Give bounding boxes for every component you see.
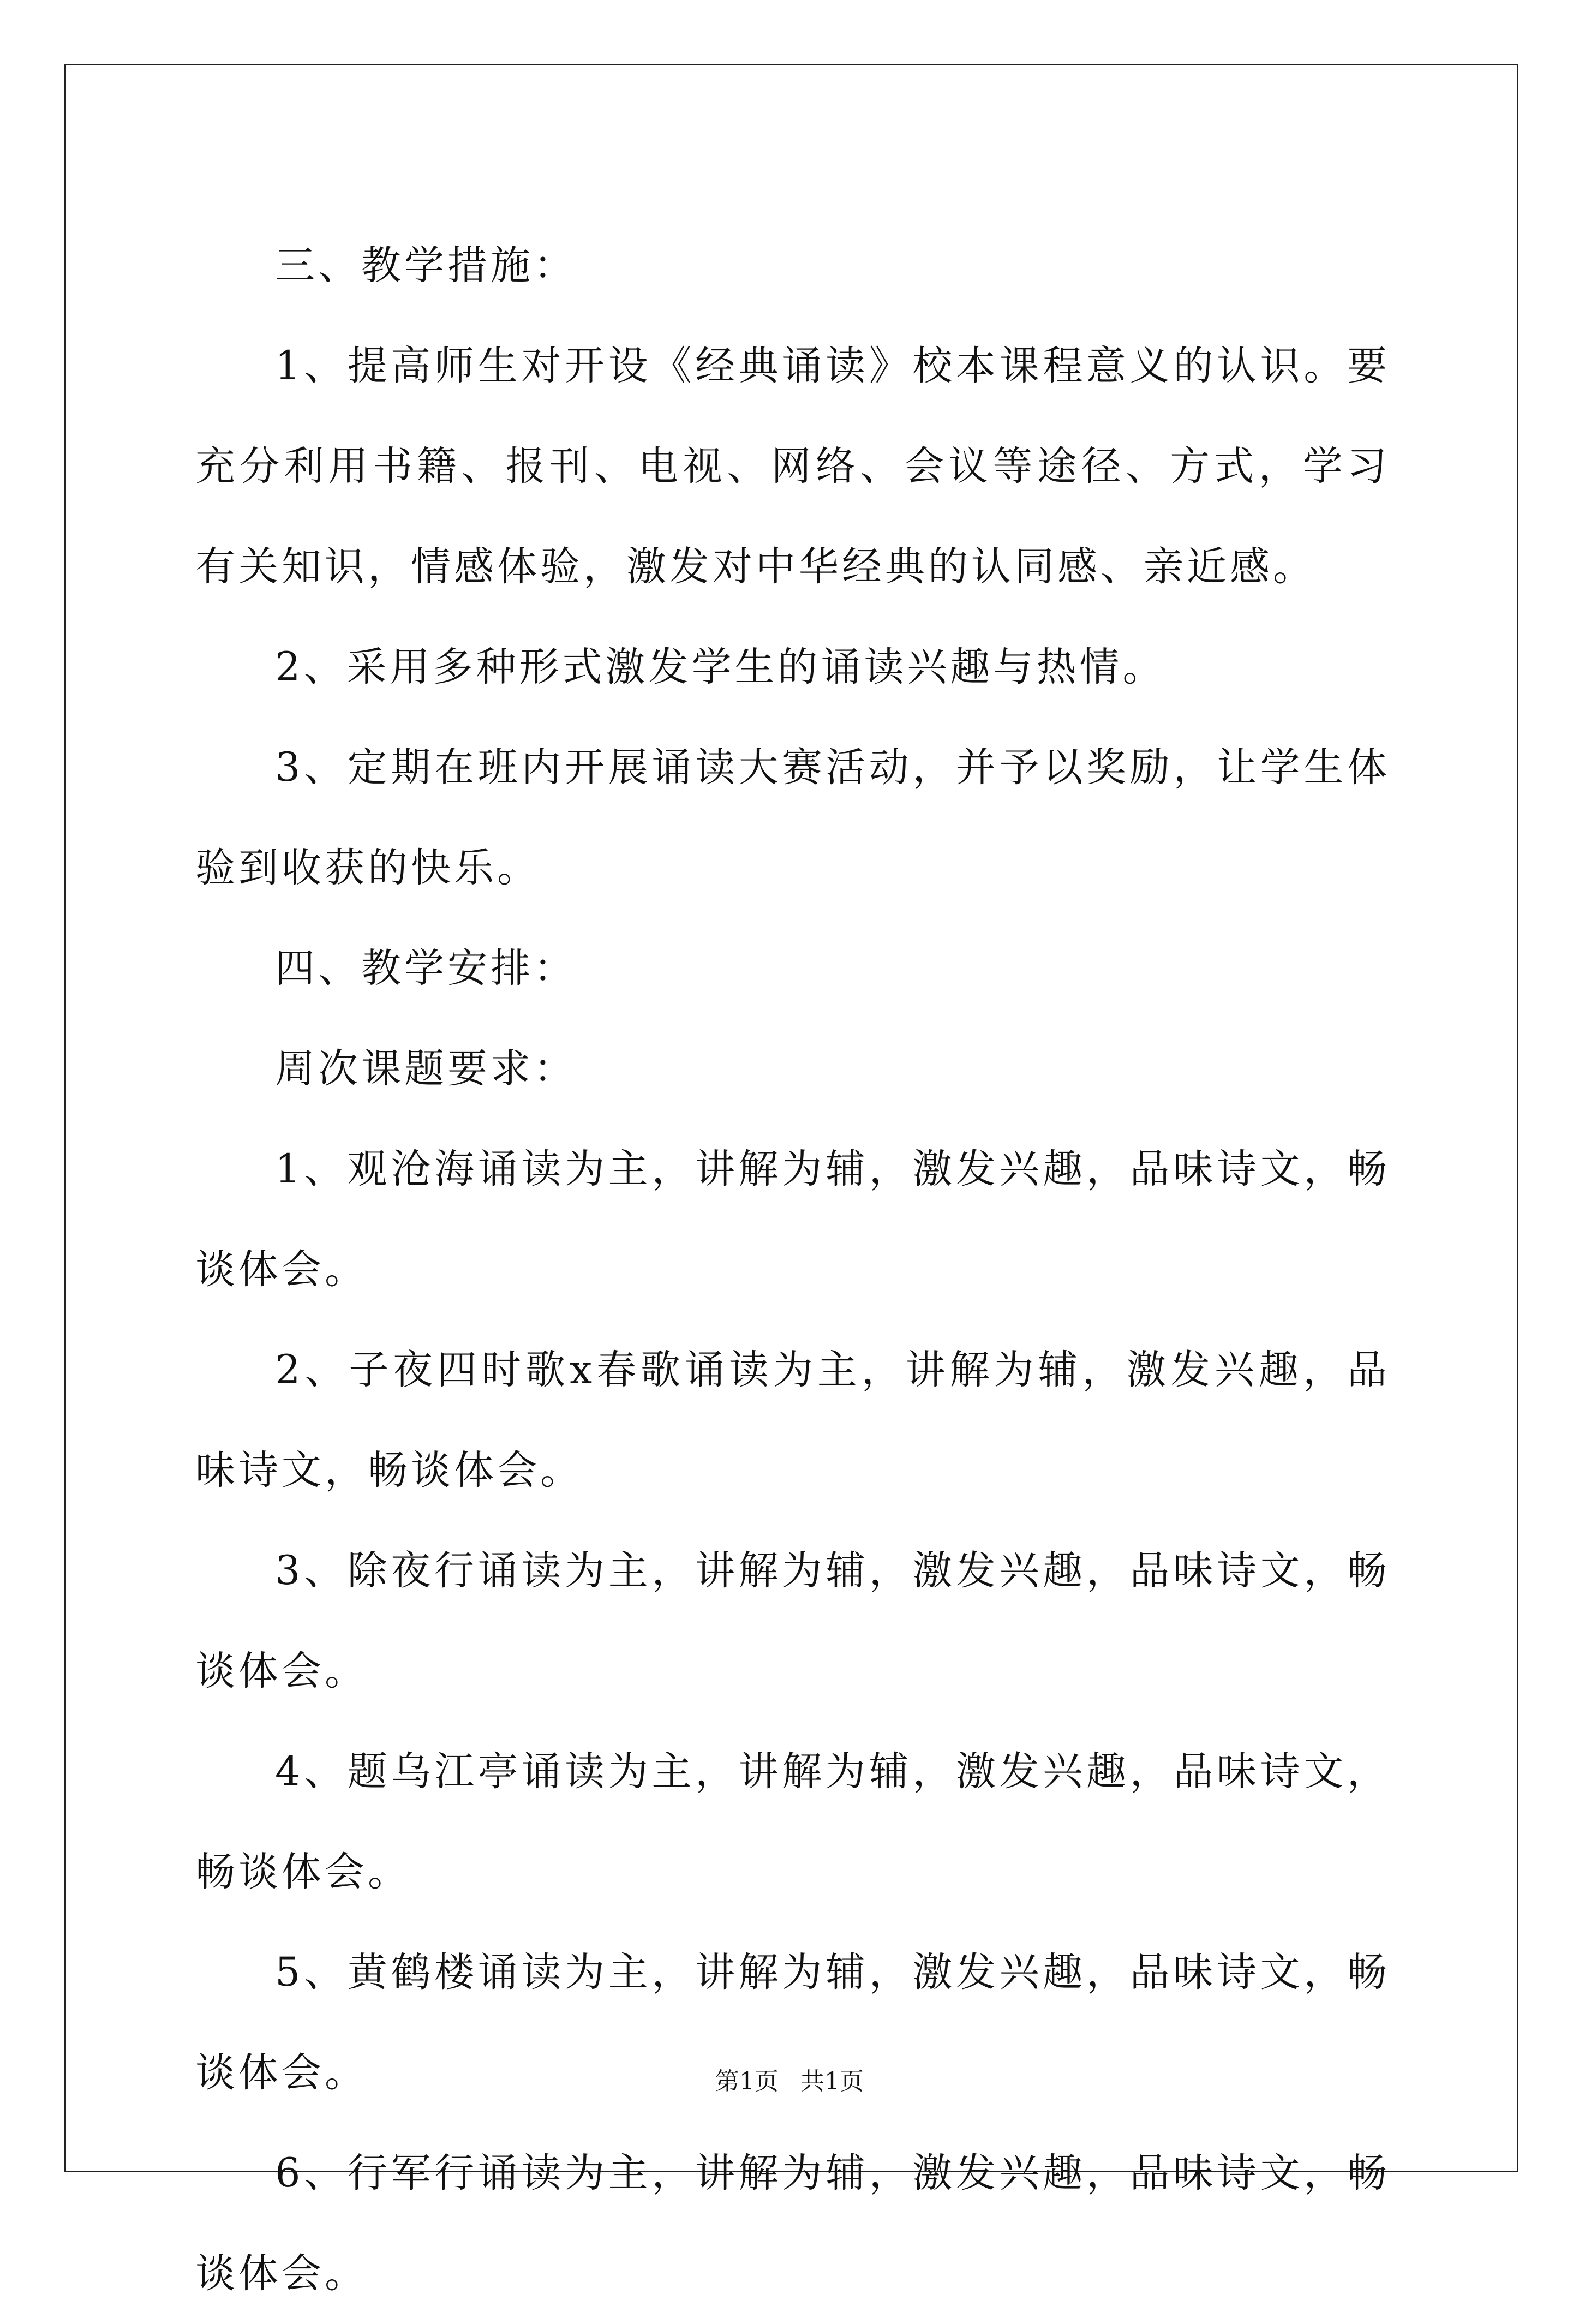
schedule-item-1: 1、观沧海诵读为主，讲解为辅，激发兴趣，品味诗文，畅谈体会。 (195, 1146, 1390, 1293)
schedule-item-6: 6、行军行诵读为主，讲解为辅，激发兴趣，品味诗文，畅谈体会。 (195, 2150, 1390, 2297)
schedule-item-3: 3、除夜行诵读为主，讲解为辅，激发兴趣，品味诗文，畅谈体会。 (195, 1548, 1390, 1694)
schedule-item-5: 5、黄鹤楼诵读为主，讲解为辅，激发兴趣，品味诗文，畅谈体会。 (195, 1949, 1390, 2096)
heading-teaching-schedule: 四、教学安排： (275, 945, 577, 991)
document-body (195, 216, 1390, 2324)
page-total: 共1页 (800, 2068, 864, 2095)
schedule-item-4: 4、题乌江亭诵读为主，讲解为辅，激发兴趣，品味诗文，畅谈体会。 (195, 1748, 1390, 1895)
schedule-subheading: 周次课题要求： (275, 1045, 577, 1092)
paragraph-measure-1: 1、提高师生对开设《经典诵读》校本课程意义的认识。要充分利用书籍、报刊、电视、网络、会议等途径、方式，学习有关知识，情感体验，激发对中华经典的认同感、亲近感。 (195, 343, 1390, 590)
paragraph-measure-2: 2、采用多种形式激发学生的诵读兴趣与热情。 (275, 644, 1166, 690)
schedule-item-2: 2、子夜四时歌x春歌诵读为主，讲解为辅，激发兴趣，品味诗文，畅谈体会。 (195, 1347, 1390, 1493)
page-number: 第1页 (715, 2068, 779, 2095)
heading-teaching-measures: 三、教学措施： (275, 242, 577, 289)
page-footer (0, 2065, 1579, 2098)
paragraph-measure-3: 3、定期在班内开展诵读大赛活动，并予以奖励，让学生体验到收获的快乐。 (195, 744, 1390, 891)
